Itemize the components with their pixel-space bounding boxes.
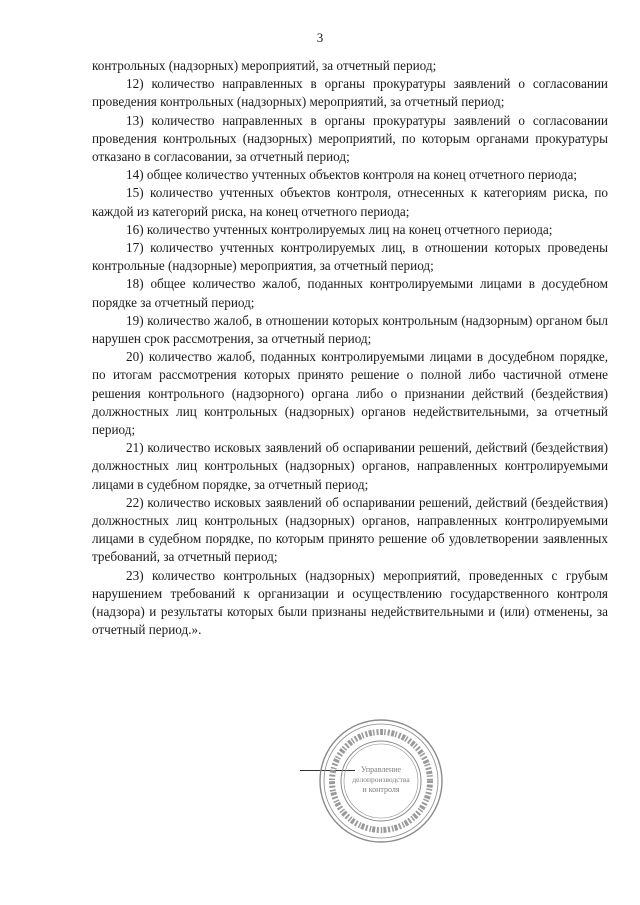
list-item-21: 21) количество исковых заявлений об оспаривании решений, действий (бездействия) должностных лиц контрольных (надзорных) органов, направленных контролируемыми лицами в судебном порядке, за отчетный период; (92, 440, 608, 492)
list-item-15: 15) количество учтенных объектов контроля, отнесенных к категориям риска, по каждой из категорий риска, на конец отчетного периода; (92, 185, 608, 219)
official-stamp (316, 716, 446, 846)
list-item-14: 14) общее количество учтенных объектов контроля на конец отчетного периода; (126, 167, 578, 183)
list-item-12: 12) количество направленных в органы прокуратуры заявлений о согласовании проведения контрольных (надзорных) мероприятий, за отчетный период; (92, 76, 608, 110)
stamp-line-2: делопроизводства (352, 775, 410, 784)
document-body (92, 57, 608, 640)
list-item-22: 22) количество исковых заявлений об оспаривании решений, действий (бездействия) должностных лиц контрольных (надзорных) органов, направленных контролируемыми лицами в судебном порядке, по которым принято решение об удовлетворении заявленных требований, за отчетный период; (92, 494, 608, 565)
stamp-line-1: Управление (360, 765, 402, 774)
stamp-line-3: и контроля (362, 785, 400, 794)
list-item-16: 16) количество учтенных контролируемых лиц на конец отчетного периода; (126, 221, 553, 237)
list-item-18: 18) общее количество жалоб, поданных контролируемыми лицами в досудебном порядке за отчетный период; (92, 276, 608, 310)
lead-line: контрольных (надзорных) мероприятий, за отчетный период; (92, 58, 437, 73)
list-item-13: 13) количество направленных в органы прокуратуры заявлений о согласовании проведения контрольных (надзорных) мероприятий, по которым органами прокуратуры отказано в согласовании, за отчетный период; (92, 112, 608, 165)
page-number: 3 (316, 30, 324, 45)
list-item-17: 17) количество учтенных контролируемых лиц, в отношении которых проведены контрольные (надзорные) мероприятия, за отчетный период; (92, 240, 608, 274)
list-item-19: 19) количество жалоб, в отношении которых контрольным (надзорным) органом был нарушен срок рассмотрения, за отчетный период; (92, 312, 608, 347)
list-item-20: 20) количество жалоб, поданных контролируемыми лицами в досудебном порядке, по итогам рассмотрения которых принято решение о полной либо частичной отмене решения контрольного (надзорного) органа либо о признании действий (бездействия) должностных лиц контрольных (надзорных) органов недействительными, за отчетный период; (92, 349, 608, 438)
list-item-23: 23) количество контрольных (надзорных) мероприятий, проведенных с грубым нарушением требований к организации и осуществлению государственного контроля (надзора) и результаты которых были признаны недействительными и (или) отменены, за отчетный период.». (92, 567, 608, 638)
